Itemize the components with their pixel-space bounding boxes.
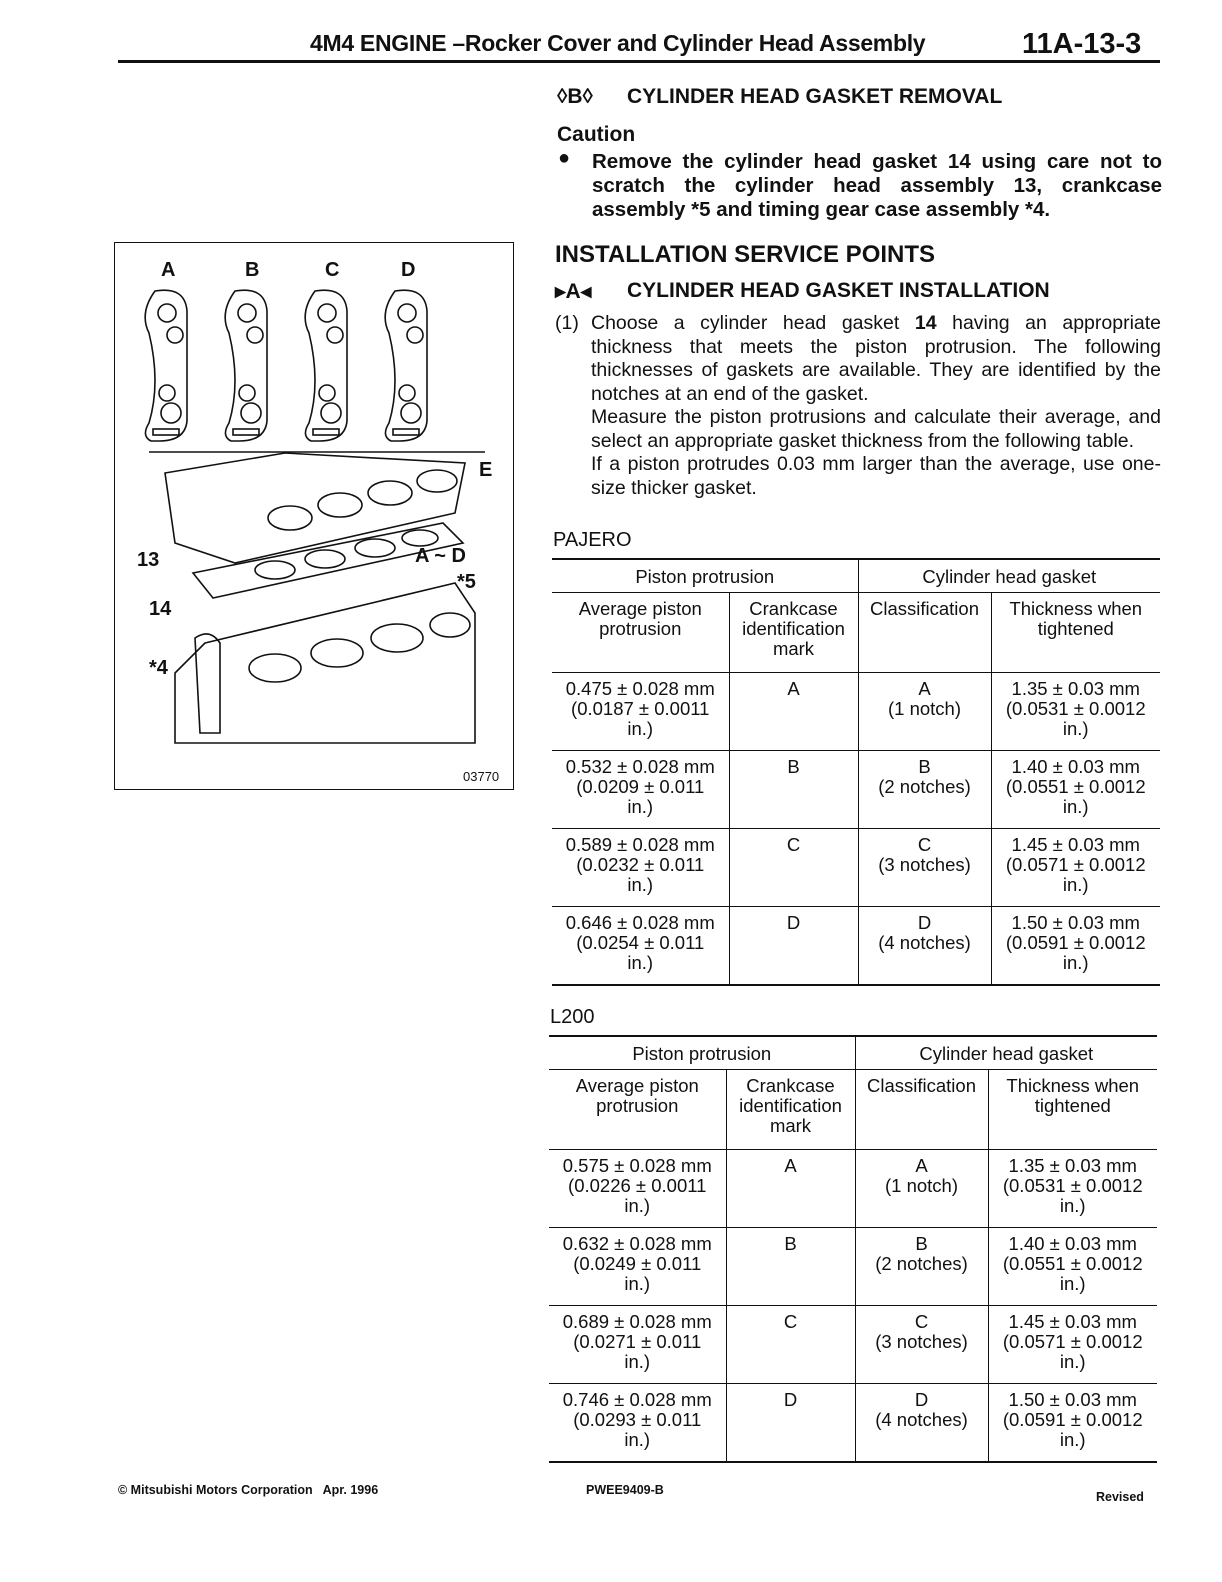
gasket-c-drawing [305,290,347,441]
gasket-label-d: D [401,259,416,281]
table-row [552,907,1160,985]
group-piston-protrusion: Piston protrusion [552,559,858,593]
l200-label: L200 [550,1006,595,1028]
thickness-cell: 1.45 ± 0.03 mm (0.0571 ± 0.0012 in.) [988,1306,1157,1384]
group-piston-protrusion: Piston protrusion [549,1036,855,1070]
avg-cell: 0.532 ± 0.028 mm (0.0209 ± 0.011 in.) [552,751,729,829]
page-number: 11A-13-3 [1022,28,1142,60]
table-row [552,673,1160,751]
crankcase-drawing [175,583,475,743]
class-cell: D (4 notches) [858,907,991,985]
avg-cell: 0.689 ± 0.028 mm (0.0271 ± 0.011 in.) [549,1306,726,1384]
avg-cell: 0.646 ± 0.028 mm (0.0254 ± 0.011 in.) [552,907,729,985]
avg-cell: 0.475 ± 0.028 mm (0.0187 ± 0.0011 in.) [552,673,729,751]
table-row [552,829,1160,907]
thickness-cell: 1.50 ± 0.03 mm (0.0591 ± 0.0012 in.) [991,907,1160,985]
mark-cell: B [729,751,858,829]
table-row [549,1150,1157,1228]
col-crankcase-mark: Crankcase identification mark [726,1070,855,1150]
table-row [549,1384,1157,1462]
l200-table [549,1035,1157,1463]
avg-cell: 0.575 ± 0.028 mm (0.0226 ± 0.0011 in.) [549,1150,726,1228]
pajero-table [552,558,1160,986]
thickness-cell: 1.40 ± 0.03 mm (0.0551 ± 0.0012 in.) [991,751,1160,829]
callout-a-to-d: A ~ D [415,545,466,567]
col-classification: Classification [855,1070,988,1150]
removal-heading: CYLINDER HEAD GASKET REMOVAL [627,85,1003,108]
col-classification: Classification [858,593,991,673]
mark-cell: C [726,1306,855,1384]
table-row [549,1306,1157,1384]
step-paragraph-3: If a piston protrudes 0.03 mm larger than the average, use one-size thicker gasket. [591,453,1161,499]
mark-cell: C [729,829,858,907]
step-paragraph-1: Choose a cylinder head gasket 14 having an appropriate thickness that meets the piston protrusion. The following thicknesses of gaskets are available. They are identified by the notches at an end of the gasket. [591,312,1162,405]
thickness-cell: 1.35 ± 0.03 mm (0.0531 ± 0.0012 in.) [991,673,1160,751]
section-title: INSTALLATION SERVICE POINTS [555,241,936,268]
table-group-header [552,559,1160,593]
thickness-cell: 1.40 ± 0.03 mm (0.0551 ± 0.0012 in.) [988,1228,1157,1306]
step-body [591,312,1161,500]
table-group-header [549,1036,1157,1070]
table-column-header [549,1070,1157,1150]
gasket-a-drawing [145,290,187,441]
installation-symbol: ▸A◂ [555,280,592,303]
removal-symbol: ◊B◊ [557,85,593,108]
footer-copyright: © Mitsubishi Motors Corporation Apr. 1996 [118,1483,379,1497]
thickness-cell: 1.50 ± 0.03 mm (0.0591 ± 0.0012 in.) [988,1384,1157,1462]
mark-cell: D [729,907,858,985]
class-cell: D (4 notches) [855,1384,988,1462]
class-cell: B (2 notches) [855,1228,988,1306]
callout-e: E [479,459,493,481]
bullet-icon: ● [558,147,571,169]
figure-code: 03770 [463,769,500,784]
table-row [549,1228,1157,1306]
mark-cell: B [726,1228,855,1306]
caution-text: Remove the cylinder head gasket 14 using care not to scratch the cylinder head assembly 13, crankcase assembly *5 and timing gear case assembly *4. [592,150,1162,221]
header-rule [118,60,1160,63]
col-crankcase-mark: Crankcase identification mark [729,593,858,673]
gasket-label-c: C [325,259,340,281]
group-cylinder-head-gasket: Cylinder head gasket [855,1036,1157,1070]
group-cylinder-head-gasket: Cylinder head gasket [858,559,1160,593]
footer-code: PWEE9409-B [586,1483,664,1497]
callout-14: 14 [149,598,172,620]
page-header-title: 4M4 ENGINE –Rocker Cover and Cylinder Head Assembly [310,30,926,56]
pajero-label: PAJERO [553,529,632,551]
class-cell: A (1 notch) [855,1150,988,1228]
table-column-header [552,593,1160,673]
footer-status: Revised [1096,1490,1144,1504]
step-number: (1) [555,312,579,334]
callout-5: *5 [457,571,476,593]
class-cell: C (3 notches) [855,1306,988,1384]
engine-figure [114,242,514,790]
col-thickness: Thickness when tightened [991,593,1160,673]
avg-cell: 0.746 ± 0.028 mm (0.0293 ± 0.011 in.) [549,1384,726,1462]
col-thickness: Thickness when tightened [988,1070,1157,1150]
thickness-cell: 1.35 ± 0.03 mm (0.0531 ± 0.0012 in.) [988,1150,1157,1228]
callout-4: *4 [149,657,168,679]
avg-cell: 0.589 ± 0.028 mm (0.0232 ± 0.011 in.) [552,829,729,907]
installation-heading: CYLINDER HEAD GASKET INSTALLATION [627,279,1050,302]
mark-cell: D [726,1384,855,1462]
mark-cell: A [729,673,858,751]
callout-13: 13 [137,549,160,571]
gasket-b-drawing [225,290,267,441]
class-cell: C (3 notches) [858,829,991,907]
mark-cell: A [726,1150,855,1228]
col-average: Average piston protrusion [552,593,729,673]
gasket-diagram [115,243,513,789]
class-cell: B (2 notches) [858,751,991,829]
caution-label: Caution [557,123,636,146]
gasket-label-a: A [161,259,176,281]
table-row [552,751,1160,829]
step-paragraph-2: Measure the piston protrusions and calculate their average, and select an appropriate gasket thickness from the following table. [591,406,1161,452]
class-cell: A (1 notch) [858,673,991,751]
gasket-d-drawing [385,290,427,441]
thickness-cell: 1.45 ± 0.03 mm (0.0571 ± 0.0012 in.) [991,829,1160,907]
avg-cell: 0.632 ± 0.028 mm (0.0249 ± 0.011 in.) [549,1228,726,1306]
gasket-label-b: B [245,259,260,281]
col-average: Average piston protrusion [549,1070,726,1150]
